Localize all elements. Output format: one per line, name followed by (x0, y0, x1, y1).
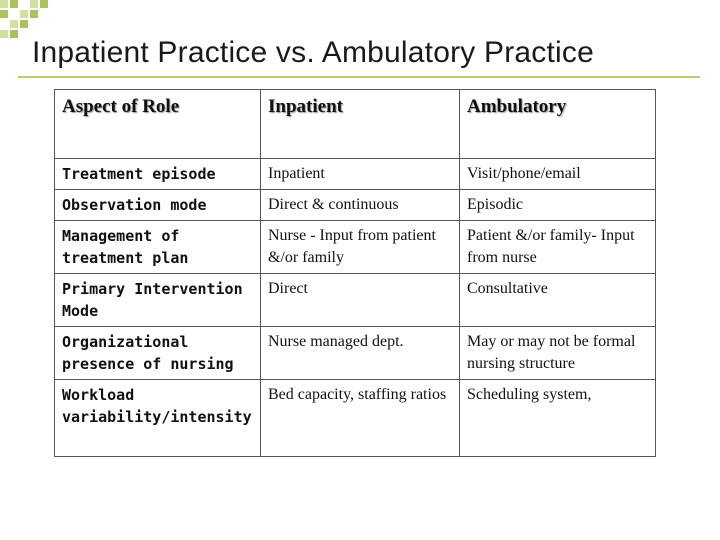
table-row (55, 190, 656, 221)
slide-title: Inpatient Practice vs. Ambulatory Practice (32, 36, 594, 69)
ambulatory-cell: Patient &/or family- Input from nurse (460, 221, 656, 274)
table-row (55, 159, 656, 190)
ambulatory-cell: May or may not be formal nursing structure (460, 327, 656, 380)
inpatient-cell: Inpatient (261, 159, 460, 190)
table-row (55, 221, 656, 274)
aspect-cell: Primary Intervention Mode (55, 274, 261, 327)
aspect-cell: Observation mode (55, 190, 261, 221)
aspect-cell: Treatment episode (55, 159, 261, 190)
ambulatory-cell: Scheduling system, (460, 380, 656, 457)
table-row (55, 274, 656, 327)
aspect-cell: Organizational presence of nursing (55, 327, 261, 380)
inpatient-cell: Nurse - Input from patient &/or family (261, 221, 460, 274)
inpatient-cell: Direct & continuous (261, 190, 460, 221)
aspect-cell: Management of treatment plan (55, 221, 261, 274)
ambulatory-cell: Consultative (460, 274, 656, 327)
header-aspect: Aspect of Role (55, 90, 261, 159)
ambulatory-cell: Episodic (460, 190, 656, 221)
table-row (55, 327, 656, 380)
aspect-cell: Workload variability/intensity (55, 380, 261, 457)
header-ambulatory: Ambulatory (460, 90, 656, 159)
inpatient-cell: Nurse managed dept. (261, 327, 460, 380)
title-underline (18, 76, 700, 78)
header-inpatient: Inpatient (261, 90, 460, 159)
table-row (55, 380, 656, 457)
inpatient-cell: Direct (261, 274, 460, 327)
comparison-table (54, 89, 656, 457)
table-header-row (55, 90, 656, 159)
inpatient-cell: Bed capacity, staffing ratios (261, 380, 460, 457)
ambulatory-cell: Visit/phone/email (460, 159, 656, 190)
